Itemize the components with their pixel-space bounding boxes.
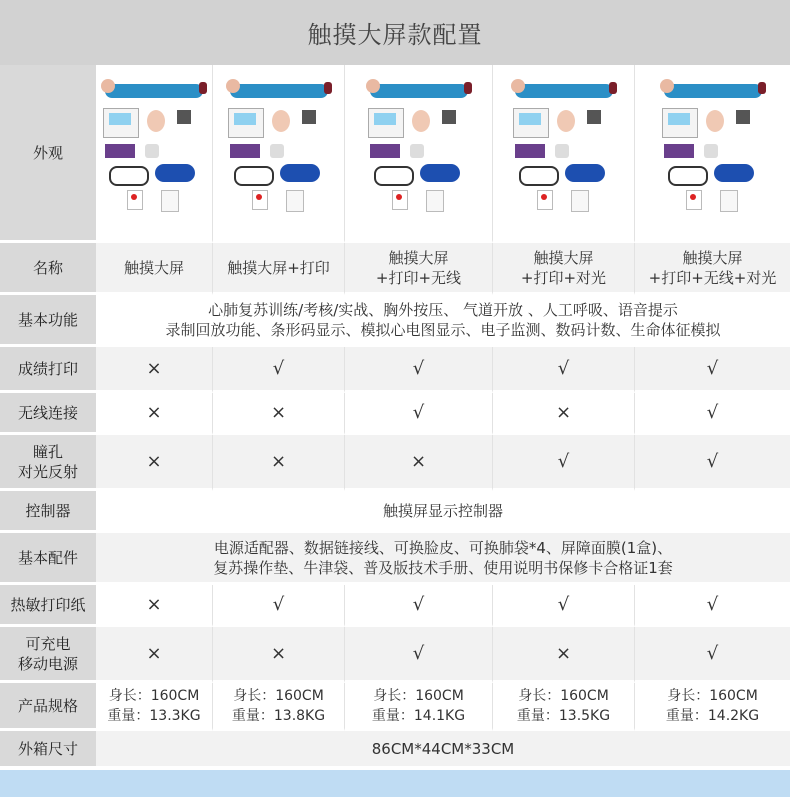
power-bank-mark: × xyxy=(212,627,344,683)
thermal-paper-mark: × xyxy=(96,585,212,627)
wireless-mark: × xyxy=(492,393,634,435)
row-label-pupil: 瞳孔 对光反射 xyxy=(0,435,96,491)
spec-cell: 身长：160CM 重量：13.5KG xyxy=(492,683,634,731)
pupil-mark: √ xyxy=(634,435,790,491)
wireless-mark: × xyxy=(212,393,344,435)
name-cell: 触摸大屏 xyxy=(96,243,212,295)
thermal-paper-mark: √ xyxy=(634,585,790,627)
accessories-text: 电源适配器、数据链接线、可换脸皮、可换肺袋*4、屏障面膜(1盒)、 复苏操作垫、牛津袋、普及版技术手册、使用说明书保修卡合格证1套 xyxy=(96,533,790,585)
row-accessories xyxy=(0,533,790,585)
pupil-mark: × xyxy=(212,435,344,491)
wireless-mark: √ xyxy=(344,393,492,435)
power-bank-mark: √ xyxy=(634,627,790,683)
spec-cell: 身长：160CM 重量：13.3KG xyxy=(96,683,212,731)
product-image-2 xyxy=(212,65,344,243)
row-label-spec: 产品规格 xyxy=(0,683,96,731)
row-box-size xyxy=(0,731,790,769)
score-print-mark: × xyxy=(96,347,212,393)
power-bank-mark: × xyxy=(492,627,634,683)
row-label-thermal-paper: 热敏打印纸 xyxy=(0,585,96,627)
thermal-paper-mark: √ xyxy=(212,585,344,627)
product-image-3 xyxy=(344,65,492,243)
score-print-mark: √ xyxy=(212,347,344,393)
row-basic-function xyxy=(0,295,790,347)
row-label-basic-function: 基本功能 xyxy=(0,295,96,347)
bottom-bar xyxy=(0,770,790,797)
row-label-score-print: 成绩打印 xyxy=(0,347,96,393)
basic-function-text: 心肺复苏训练/考核/实战、胸外按压、 气道开放 、人工呼吸、语音提示 录制回放功能、条形码显示、模拟心电图显示、电子监测、数码计数、生命体征模拟 xyxy=(96,295,790,347)
spec-cell: 身长：160CM 重量：14.2KG xyxy=(634,683,790,731)
row-score-print xyxy=(0,347,790,393)
score-print-mark: √ xyxy=(492,347,634,393)
row-power-bank xyxy=(0,627,790,683)
name-cell: 触摸大屏+打印 xyxy=(212,243,344,295)
power-bank-mark: √ xyxy=(344,627,492,683)
product-image-1 xyxy=(96,65,212,243)
row-name xyxy=(0,243,790,295)
row-wireless xyxy=(0,393,790,435)
spec-cell: 身长：160CM 重量：14.1KG xyxy=(344,683,492,731)
power-bank-mark: × xyxy=(96,627,212,683)
pupil-mark: √ xyxy=(492,435,634,491)
product-image-4 xyxy=(492,65,634,243)
name-cell: 触摸大屏 +打印+无线 xyxy=(344,243,492,295)
row-label-controller: 控制器 xyxy=(0,491,96,533)
pupil-mark: × xyxy=(96,435,212,491)
product-image-5 xyxy=(634,65,790,243)
wireless-mark: √ xyxy=(634,393,790,435)
row-label-power-bank: 可充电 移动电源 xyxy=(0,627,96,683)
row-spec xyxy=(0,683,790,731)
row-controller xyxy=(0,491,790,533)
row-label-box-size: 外箱尺寸 xyxy=(0,731,96,769)
wireless-mark: × xyxy=(96,393,212,435)
row-label-wireless: 无线连接 xyxy=(0,393,96,435)
row-label-accessories: 基本配件 xyxy=(0,533,96,585)
pupil-mark: × xyxy=(344,435,492,491)
score-print-mark: √ xyxy=(634,347,790,393)
name-cell: 触摸大屏 +打印+对光 xyxy=(492,243,634,295)
row-pupil xyxy=(0,435,790,491)
name-cell: 触摸大屏 +打印+无线+对光 xyxy=(634,243,790,295)
score-print-mark: √ xyxy=(344,347,492,393)
spec-cell: 身长：160CM 重量：13.8KG xyxy=(212,683,344,731)
row-label-name: 名称 xyxy=(0,243,96,295)
config-table xyxy=(0,65,790,769)
row-thermal-paper xyxy=(0,585,790,627)
controller-text: 触摸屏显示控制器 xyxy=(96,491,790,533)
row-appearance xyxy=(0,65,790,243)
row-label-appearance: 外观 xyxy=(0,65,96,243)
page-title: 触摸大屏款配置 xyxy=(0,0,790,65)
box-size-text: 86CM*44CM*33CM xyxy=(96,731,790,769)
thermal-paper-mark: √ xyxy=(344,585,492,627)
thermal-paper-mark: √ xyxy=(492,585,634,627)
